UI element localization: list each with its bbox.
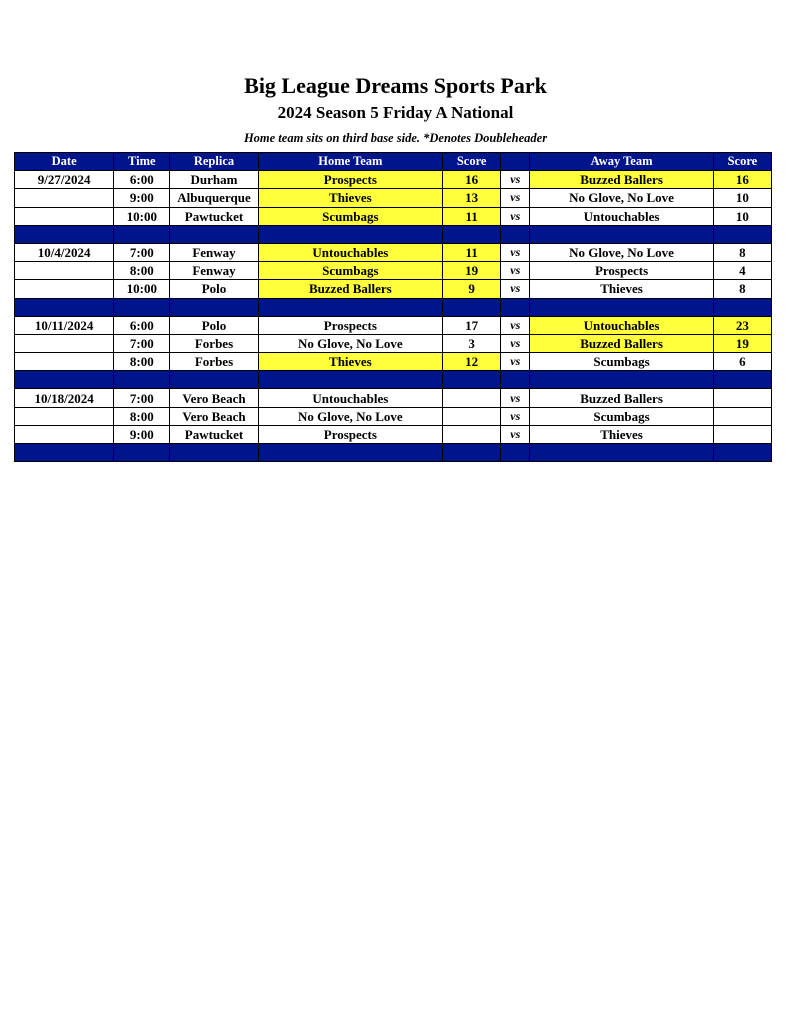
separator-cell xyxy=(443,444,501,462)
replica-cell: Albuquerque xyxy=(170,189,258,207)
home-score-cell xyxy=(443,407,501,425)
replica-cell: Fenway xyxy=(170,262,258,280)
separator-cell xyxy=(15,371,114,389)
table-header-row xyxy=(15,153,772,171)
away-score-cell xyxy=(713,389,771,407)
home-score-cell: 11 xyxy=(443,243,501,261)
home-score-cell: 9 xyxy=(443,280,501,298)
separator-cell xyxy=(443,371,501,389)
time-cell: 6:00 xyxy=(114,316,170,334)
schedule-note: Home team sits on third base side. *Denotes Doubleheader xyxy=(243,131,548,145)
column-header-home-score: Score xyxy=(443,153,501,171)
home-team-cell: Prospects xyxy=(258,171,442,189)
separator-cell xyxy=(258,298,442,316)
table-row xyxy=(15,243,772,261)
time-cell: 9:00 xyxy=(114,425,170,443)
home-team-cell: Prospects xyxy=(258,425,442,443)
date-cell: 10/18/2024 xyxy=(15,389,114,407)
replica-cell: Forbes xyxy=(170,334,258,352)
home-team-cell: Thieves xyxy=(258,189,442,207)
separator-cell xyxy=(501,298,530,316)
separator-cell xyxy=(114,371,170,389)
date-cell xyxy=(15,262,114,280)
separator-cell xyxy=(501,225,530,243)
replica-cell: Fenway xyxy=(170,243,258,261)
date-cell: 10/11/2024 xyxy=(15,316,114,334)
table-row xyxy=(15,262,772,280)
separator-row xyxy=(15,225,772,243)
date-cell xyxy=(15,334,114,352)
column-header-away-score: Score xyxy=(713,153,771,171)
time-cell: 8:00 xyxy=(114,353,170,371)
home-score-cell xyxy=(443,389,501,407)
column-header-date: Date xyxy=(15,153,114,171)
column-header-home-team: Home Team xyxy=(258,153,442,171)
separator-cell xyxy=(170,225,258,243)
vs-cell: vs xyxy=(501,171,530,189)
replica-cell: Pawtucket xyxy=(170,425,258,443)
separator-cell xyxy=(114,298,170,316)
home-team-cell: No Glove, No Love xyxy=(258,407,442,425)
separator-cell xyxy=(15,298,114,316)
date-cell xyxy=(15,407,114,425)
separator-cell xyxy=(713,298,771,316)
vs-cell: vs xyxy=(501,353,530,371)
separator-cell xyxy=(501,371,530,389)
separator-cell xyxy=(114,444,170,462)
home-team-cell: Buzzed Ballers xyxy=(258,280,442,298)
replica-cell: Vero Beach xyxy=(170,407,258,425)
home-score-cell: 11 xyxy=(443,207,501,225)
separator-cell xyxy=(258,444,442,462)
vs-cell: vs xyxy=(501,389,530,407)
home-team-cell: Prospects xyxy=(258,316,442,334)
time-cell: 8:00 xyxy=(114,407,170,425)
home-team-cell: Thieves xyxy=(258,353,442,371)
time-cell: 7:00 xyxy=(114,243,170,261)
table-row xyxy=(15,425,772,443)
vs-cell: vs xyxy=(501,407,530,425)
separator-cell xyxy=(258,225,442,243)
separator-cell xyxy=(15,225,114,243)
column-header-replica: Replica xyxy=(170,153,258,171)
date-cell xyxy=(15,280,114,298)
separator-cell xyxy=(713,444,771,462)
time-cell: 10:00 xyxy=(114,280,170,298)
table-row xyxy=(15,189,772,207)
date-cell xyxy=(15,189,114,207)
replica-cell: Polo xyxy=(170,280,258,298)
schedule-body xyxy=(15,171,772,462)
away-team-cell: Thieves xyxy=(530,280,713,298)
separator-cell xyxy=(114,225,170,243)
away-score-cell xyxy=(713,407,771,425)
away-team-cell: Untouchables xyxy=(530,207,713,225)
table-row xyxy=(15,171,772,189)
home-team-cell: Untouchables xyxy=(258,389,442,407)
separator-cell xyxy=(15,444,114,462)
home-team-cell: Scumbags xyxy=(258,207,442,225)
table-row xyxy=(15,389,772,407)
separator-row xyxy=(15,444,772,462)
away-team-cell: Buzzed Ballers xyxy=(530,389,713,407)
home-team-cell: No Glove, No Love xyxy=(258,334,442,352)
home-score-cell: 13 xyxy=(443,189,501,207)
separator-row xyxy=(15,371,772,389)
home-score-cell: 19 xyxy=(443,262,501,280)
date-cell: 10/4/2024 xyxy=(15,243,114,261)
separator-cell xyxy=(530,444,713,462)
vs-cell: vs xyxy=(501,334,530,352)
away-score-cell: 19 xyxy=(713,334,771,352)
away-team-cell: Untouchables xyxy=(530,316,713,334)
away-score-cell: 8 xyxy=(713,243,771,261)
date-cell xyxy=(15,353,114,371)
separator-cell xyxy=(713,225,771,243)
separator-cell xyxy=(501,444,530,462)
home-team-cell: Untouchables xyxy=(258,243,442,261)
column-header-time: Time xyxy=(114,153,170,171)
away-score-cell: 10 xyxy=(713,207,771,225)
column-header-vs xyxy=(501,153,530,171)
away-team-cell: Scumbags xyxy=(530,353,713,371)
separator-cell xyxy=(258,371,442,389)
time-cell: 10:00 xyxy=(114,207,170,225)
replica-cell: Pawtucket xyxy=(170,207,258,225)
page-subtitle: 2024 Season 5 Friday A National xyxy=(277,103,514,122)
replica-cell: Durham xyxy=(170,171,258,189)
vs-cell: vs xyxy=(501,243,530,261)
away-team-cell: No Glove, No Love xyxy=(530,243,713,261)
page-title: Big League Dreams Sports Park xyxy=(244,73,547,98)
home-team-cell: Scumbags xyxy=(258,262,442,280)
table-row xyxy=(15,280,772,298)
separator-cell xyxy=(443,225,501,243)
home-score-cell: 17 xyxy=(443,316,501,334)
separator-cell xyxy=(530,371,713,389)
vs-cell: vs xyxy=(501,262,530,280)
home-score-cell: 12 xyxy=(443,353,501,371)
date-cell: 9/27/2024 xyxy=(15,171,114,189)
replica-cell: Polo xyxy=(170,316,258,334)
vs-cell: vs xyxy=(501,316,530,334)
away-score-cell: 4 xyxy=(713,262,771,280)
separator-cell xyxy=(170,444,258,462)
vs-cell: vs xyxy=(501,189,530,207)
home-score-cell xyxy=(443,425,501,443)
table-row xyxy=(15,334,772,352)
replica-cell: Vero Beach xyxy=(170,389,258,407)
home-score-cell: 3 xyxy=(443,334,501,352)
away-team-cell: Scumbags xyxy=(530,407,713,425)
time-cell: 7:00 xyxy=(114,334,170,352)
vs-cell: vs xyxy=(501,425,530,443)
time-cell: 6:00 xyxy=(114,171,170,189)
away-team-cell: Thieves xyxy=(530,425,713,443)
replica-cell: Forbes xyxy=(170,353,258,371)
away-team-cell: Buzzed Ballers xyxy=(530,334,713,352)
separator-cell xyxy=(170,298,258,316)
column-header-away-team: Away Team xyxy=(530,153,713,171)
separator-cell xyxy=(530,225,713,243)
away-score-cell: 16 xyxy=(713,171,771,189)
separator-row xyxy=(15,298,772,316)
table-row xyxy=(15,316,772,334)
vs-cell: vs xyxy=(501,280,530,298)
date-cell xyxy=(15,207,114,225)
time-cell: 8:00 xyxy=(114,262,170,280)
away-score-cell xyxy=(713,425,771,443)
separator-cell xyxy=(713,371,771,389)
away-team-cell: Buzzed Ballers xyxy=(530,171,713,189)
separator-cell xyxy=(170,371,258,389)
away-score-cell: 23 xyxy=(713,316,771,334)
table-row xyxy=(15,407,772,425)
separator-cell xyxy=(443,298,501,316)
time-cell: 7:00 xyxy=(114,389,170,407)
separator-cell xyxy=(530,298,713,316)
vs-cell: vs xyxy=(501,207,530,225)
away-team-cell: No Glove, No Love xyxy=(530,189,713,207)
table-row xyxy=(15,207,772,225)
time-cell: 9:00 xyxy=(114,189,170,207)
away-team-cell: Prospects xyxy=(530,262,713,280)
date-cell xyxy=(15,425,114,443)
schedule-table xyxy=(14,152,772,462)
away-score-cell: 10 xyxy=(713,189,771,207)
away-score-cell: 8 xyxy=(713,280,771,298)
home-score-cell: 16 xyxy=(443,171,501,189)
away-score-cell: 6 xyxy=(713,353,771,371)
table-row xyxy=(15,353,772,371)
